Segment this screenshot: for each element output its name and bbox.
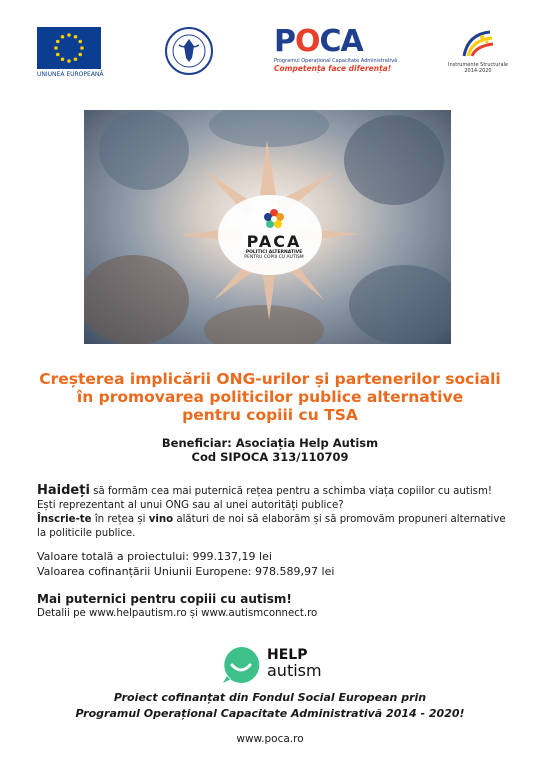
eu-star-icon: [74, 57, 78, 61]
cta-headline: Mai puternici pentru copiii cu autism!: [37, 592, 292, 606]
eu-caption: UNIUNEA EUROPEANĂ: [37, 71, 104, 78]
intro-text: [37, 484, 507, 541]
structural-instruments-icon: [460, 28, 496, 58]
help-word: HELP: [267, 647, 308, 663]
intro-haideti: Haideți: [37, 483, 90, 498]
project-title-line-3: pentru copiii cu TSA: [182, 406, 358, 424]
footer-line-2: Programul Operațional Capacitate Administrativă 2014 - 2020!: [75, 707, 465, 720]
poca-subtitle: Programul Operațional Capacitate Administrativă: [274, 58, 398, 64]
help-autism-wordmark: [267, 647, 322, 679]
poca-tagline: Competența face diferența!: [274, 64, 392, 73]
cofinancing-footer: [20, 690, 520, 722]
eu-logo: [37, 27, 103, 78]
beneficiary-block: [20, 436, 520, 464]
eu-star-icon: [78, 53, 82, 57]
eu-star-icon: [56, 40, 60, 44]
poca-website: www.poca.ro: [236, 733, 304, 745]
total-value: Valoare totală a proiectului: 999.137,19 lei: [37, 550, 272, 563]
eu-cofinancing-value: Valoarea cofinanțării Uniunii Europene: 978.589,97 lei: [37, 565, 335, 578]
paca-flower-icon: [263, 208, 285, 230]
beneficiary-name: Beneficiar: Asociația Help Autism: [161, 436, 379, 450]
structural-instruments-years: 2014-2020: [464, 68, 492, 74]
romanian-government-seal: [164, 26, 214, 76]
eu-star-icon: [67, 59, 71, 63]
structural-instruments-caption: Instrumente Structurale: [448, 62, 508, 68]
poca-logo: [274, 24, 398, 73]
paca-subtitle-1: POLITICI ALTERNATIVE: [245, 250, 303, 255]
help-autism-logo: [221, 645, 331, 685]
intro-line-3-rest: alături de noi să elaborăm și să promovăm propuneri alternative la politicile publice.: [37, 514, 506, 539]
eu-star-icon: [61, 57, 65, 61]
eu-star-icon: [56, 53, 60, 57]
poca-wordmark: POCA: [274, 24, 363, 59]
intro-line-1-rest: să formăm cea mai puternică rețea pentru a schimba viața copiilor cu autism!: [89, 486, 492, 497]
eu-star-icon: [78, 40, 82, 44]
eu-star-icon: [54, 46, 58, 50]
eu-star-icon: [74, 35, 78, 39]
project-title-line-2: în promovarea politicilor publice alternative: [76, 388, 464, 406]
smile-bubble-icon: [221, 645, 261, 685]
sipoca-code: Cod SIPOCA 313/110709: [191, 450, 349, 464]
eu-flag-icon: [37, 27, 101, 69]
project-title-line-1: Creșterea implicării ONG-urilor și partenerilor sociali: [39, 370, 501, 388]
autism-word: autism: [267, 661, 322, 680]
intro-line-2: Ești reprezentant al unui ONG sau al unei autorități publice?: [37, 500, 344, 511]
call-to-action: [37, 591, 507, 621]
structural-instruments-logo: [448, 28, 508, 74]
paca-wordmark: PACA: [246, 232, 302, 251]
intro-inscrie: Înscrie-te: [37, 514, 92, 525]
footer-line-1: Proiect cofinanțat din Fondul Social European prin: [113, 691, 427, 704]
cta-details: Detalii pe www.helpautism.ro și www.autismconnect.ro: [37, 608, 318, 619]
government-crest-icon: [164, 26, 214, 76]
hero-photo: [84, 110, 451, 344]
project-values: [37, 549, 507, 579]
eu-star-icon: [61, 35, 65, 39]
paca-logo: [234, 208, 314, 260]
paca-subtitle-2: PENTRU COPIII CU AUTISM: [244, 255, 304, 260]
intro-vino: vino: [148, 514, 174, 525]
eu-star-icon: [67, 33, 71, 37]
intro-line-1: [37, 484, 507, 499]
eu-star-icon: [80, 46, 84, 50]
intro-line-3-mid: în rețea și: [91, 514, 149, 525]
project-title: [20, 370, 520, 424]
logo-header: [0, 24, 540, 84]
intro-line-3: [37, 513, 507, 541]
